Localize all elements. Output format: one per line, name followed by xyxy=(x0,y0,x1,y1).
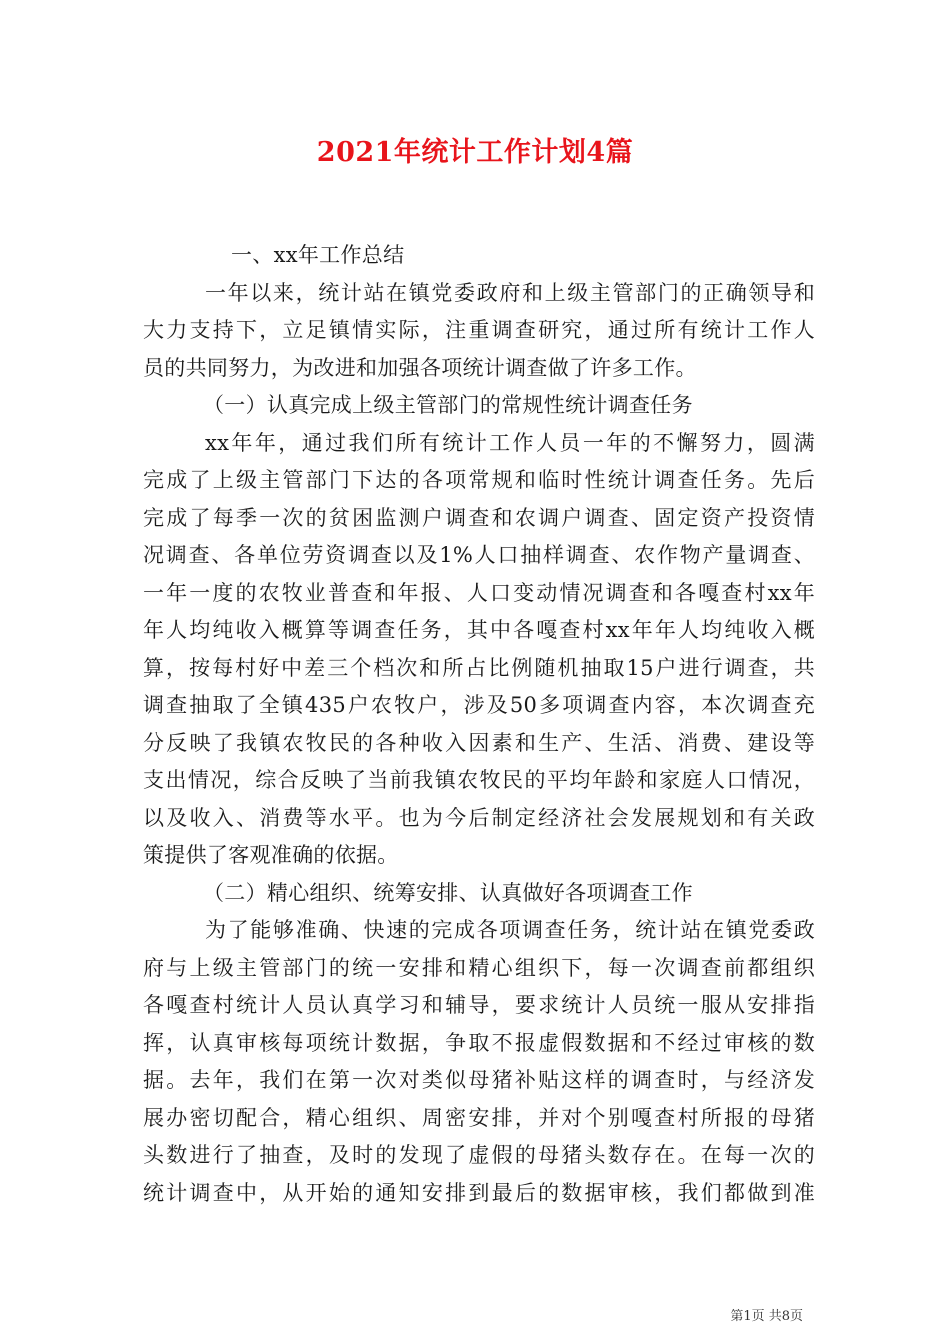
paragraph-line: 各嘎查村统计人员认真学习和辅导，要求统计人员统一服从安排指 xyxy=(143,993,815,1017)
paragraph-line: 统计调查中，从开始的通知安排到最后的数据审核，我们都做到准 xyxy=(143,1180,815,1205)
paragraph-line: 分反映了我镇农牧民的各种收入因素和生产、生活、消费、建设等 xyxy=(143,730,815,755)
paragraph-line: 一年一度的农牧业普查和年报、人口变动情况调查和各嘎查村xx年 xyxy=(143,580,815,605)
subsection-heading: （二）精心组织、统筹安排、认真做好各项调查工作 xyxy=(203,880,693,905)
paragraph-line: 头数进行了抽查，及时的发现了虚假的母猪头数存在。在每一次的 xyxy=(143,1143,815,1167)
section-heading: 一、xx年工作总结 xyxy=(231,243,405,267)
paragraph-line: xx年年，通过我们所有统计工作人员一年的不懈努力，圆满 xyxy=(205,430,815,455)
paragraph-line: 一年以来，统计站在镇党委政府和上级主管部门的正确领导和 xyxy=(205,280,815,305)
document-title: 2021年统计工作计划4篇 xyxy=(316,137,634,168)
paragraph-line: 据。去年，我们在第一次对类似母猪补贴这样的调查时，与经济发 xyxy=(143,1068,815,1092)
paragraph-line: 为了能够准确、快速的完成各项调查任务，统计站在镇党委政 xyxy=(205,918,815,942)
paragraph-line: 府与上级主管部门的统一安排和精心组织下，每一次调查前都组织 xyxy=(143,955,815,980)
paragraph-line: 员的共同努力，为改进和加强各项统计调查做了许多工作。 xyxy=(143,355,697,380)
paragraph-line: 支出情况，综合反映了当前我镇农牧民的平均年龄和家庭人口情况， xyxy=(143,768,815,792)
paragraph-line: 完成了上级主管部门下达的各项常规和临时性统计调查任务。先后 xyxy=(143,468,815,492)
document-body xyxy=(143,237,815,1212)
page-number-footer: 第1页 共8页 xyxy=(730,1309,803,1324)
paragraph-line: 大力支持下，立足镇情实际，注重调查研究，通过所有统计工作人 xyxy=(143,318,815,342)
paragraph-line: 完成了每季一次的贫困监测户调查和农调户调查、固定资产投资情 xyxy=(143,505,815,530)
paragraph-line: 展办密切配合，精心组织、周密安排，并对个别嘎查村所报的母猪 xyxy=(143,1105,815,1130)
paragraph-line: 以及收入、消费等水平。也为今后制定经济社会发展规划和有关政 xyxy=(143,805,815,830)
paragraph-line: 年人均纯收入概算等调查任务，其中各嘎查村xx年年人均纯收入概 xyxy=(143,618,815,642)
subsection-heading: （一）认真完成上级主管部门的常规性统计调查任务 xyxy=(203,393,693,417)
paragraph-line: 调查抽取了全镇435户农牧户，涉及50多项调查内容，本次调查充 xyxy=(143,693,815,717)
paragraph-line: 况调查、各单位劳资调查以及1%人口抽样调查、农作物产量调查、 xyxy=(143,543,815,567)
paragraph-line: 算，按每村好中差三个档次和所占比例随机抽取15户进行调查，共 xyxy=(143,655,815,680)
paragraph-line: 挥，认真审核每项统计数据，争取不报虚假数据和不经过审核的数 xyxy=(143,1030,815,1055)
paragraph-line: 策提供了客观准确的依据。 xyxy=(143,843,399,867)
